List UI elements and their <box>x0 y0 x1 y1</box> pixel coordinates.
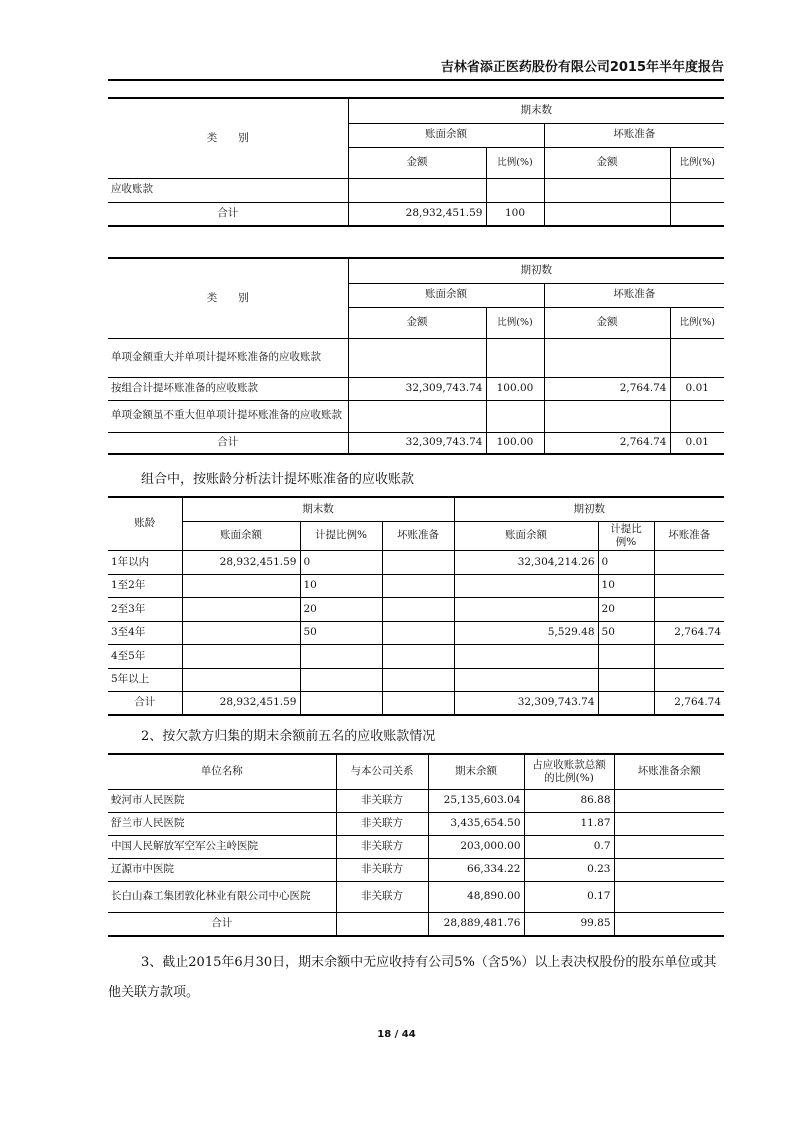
bad-debt-ratio-header: 比例(%) <box>670 307 724 338</box>
bad-debt-balance <box>614 812 724 835</box>
table-row <box>108 789 724 812</box>
col-header: 单位名称 <box>108 754 336 789</box>
table-row <box>108 178 724 202</box>
total-begin-rate <box>598 691 654 715</box>
age-cell: 5年以上 <box>108 668 182 691</box>
row-bad-debt-ratio: 0.01 <box>670 377 724 400</box>
age-cell: 2至3年 <box>108 597 182 621</box>
age-cell: 1年以内 <box>108 550 182 574</box>
total-bad-debt-ratio <box>670 202 724 226</box>
total-bad-debt-balance <box>614 912 724 936</box>
begin-bad-debt <box>654 597 724 621</box>
row-amount <box>348 338 486 377</box>
ratio-header: 比例(%) <box>486 307 544 338</box>
begin-rate: 10 <box>598 574 654 597</box>
begin-rate <box>598 668 654 691</box>
total-amount: 28,932,451.59 <box>348 202 486 226</box>
total-relation <box>336 912 428 936</box>
row-bad-debt <box>544 178 670 202</box>
bad-debt-ratio-header: 比例(%) <box>670 147 724 178</box>
row-name: 单项金额重大并单项计提坏账准备的应收账款 <box>108 338 348 377</box>
relation: 非关联方 <box>336 812 428 835</box>
total-row <box>108 691 724 715</box>
col-header: 坏账准备 <box>382 521 454 550</box>
table-row <box>108 668 724 691</box>
category-header: 类 别 <box>108 98 348 178</box>
debtor-name: 蛟河市人民医院 <box>108 789 336 812</box>
total-bad-debt <box>544 202 670 226</box>
end-bad-debt <box>382 668 454 691</box>
period-end-header: 期末数 <box>182 497 454 521</box>
col-header: 账面余额 <box>182 521 300 550</box>
bad-debt-header: 坏账准备 <box>544 283 724 307</box>
category-header: 类 别 <box>108 258 348 338</box>
row-bad-debt <box>544 338 670 377</box>
total-end-balance: 28,932,451.59 <box>182 691 300 715</box>
col-header: 坏账准备余额 <box>614 754 724 789</box>
debtor-name: 中国人民解放军空军公主岭医院 <box>108 835 336 858</box>
begin-rate: 0 <box>598 550 654 574</box>
end-bad-debt <box>382 574 454 597</box>
debtor-name: 长白山森工集团敦化林业有限公司中心医院 <box>108 881 336 912</box>
ending-balance: 3,435,654.50 <box>428 812 524 835</box>
row-bad-debt-ratio <box>670 178 724 202</box>
bad-debt-header: 坏账准备 <box>544 123 724 147</box>
begin-balance: 32,304,214.26 <box>454 550 598 574</box>
relation: 非关联方 <box>336 881 428 912</box>
total-end-rate <box>300 691 382 715</box>
begin-bad-debt <box>654 574 724 597</box>
bad-debt-balance <box>614 835 724 858</box>
header-rule <box>108 79 724 81</box>
total-bad-debt: 2,764.74 <box>544 432 670 454</box>
page-number: 18 / 44 <box>377 1029 416 1040</box>
bad-debt-amount-header: 金额 <box>544 147 670 178</box>
period-begin-header: 期初数 <box>348 258 724 283</box>
total-label: 合计 <box>108 912 336 936</box>
debtor-name: 舒兰市人民医院 <box>108 812 336 835</box>
end-balance <box>182 621 300 644</box>
total-row <box>108 202 724 226</box>
end-balance <box>182 668 300 691</box>
end-balance <box>182 597 300 621</box>
end-bad-debt <box>382 550 454 574</box>
period-end-header: 期末数 <box>348 98 724 123</box>
top-five-section-title: 2、按欠款方归集的期末余额前五名的应收账款情况 <box>141 729 436 744</box>
percent: 0.23 <box>524 858 614 881</box>
begin-bad-debt: 2,764.74 <box>654 621 724 644</box>
end-balance <box>182 574 300 597</box>
ratio-header: 比例(%) <box>486 147 544 178</box>
begin-bad-debt <box>654 668 724 691</box>
percent: 86.88 <box>524 789 614 812</box>
row-name: 应收账款 <box>108 178 348 202</box>
end-rate: 20 <box>300 597 382 621</box>
total-amount: 32,309,743.74 <box>348 432 486 454</box>
row-bad-debt: 2,764.74 <box>544 377 670 400</box>
table-row <box>108 858 724 881</box>
end-balance: 28,932,451.59 <box>182 550 300 574</box>
total-label: 合计 <box>108 691 182 715</box>
row-bad-debt-ratio <box>670 338 724 377</box>
begin-balance: 5,529.48 <box>454 621 598 644</box>
row-name: 单项金额虽不重大但单项计提坏账准备的应收账款 <box>108 400 348 432</box>
col-header: 计提比例% <box>598 521 654 550</box>
row-bad-debt <box>544 400 670 432</box>
end-bad-debt <box>382 644 454 668</box>
percent: 0.17 <box>524 881 614 912</box>
col-header: 与本公司关系 <box>336 754 428 789</box>
total-percent: 99.85 <box>524 912 614 936</box>
begin-bad-debt <box>654 644 724 668</box>
end-rate <box>300 644 382 668</box>
percent: 0.7 <box>524 835 614 858</box>
end-bad-debt <box>382 597 454 621</box>
report-header-title: 吉林省添正医药股份有限公司2015年半年度报告 <box>440 60 724 75</box>
end-rate: 0 <box>300 550 382 574</box>
relation: 非关联方 <box>336 858 428 881</box>
row-ratio <box>486 400 544 432</box>
table-row <box>108 812 724 835</box>
begin-balance <box>454 644 598 668</box>
receivables-category-table-end <box>108 97 724 227</box>
bad-debt-balance <box>614 881 724 912</box>
aging-analysis-table <box>108 496 724 716</box>
col-header: 期末余额 <box>428 754 524 789</box>
relation: 非关联方 <box>336 789 428 812</box>
amount-header: 金额 <box>348 307 486 338</box>
total-row <box>108 912 724 936</box>
ending-balance: 66,334.22 <box>428 858 524 881</box>
related-party-note: 3、截止2015年6月30日，期末余额中无应收持有公司5%（含5%）以上表决权股份的股东单位或其他关联方款项。 <box>108 955 717 1000</box>
table-row <box>108 597 724 621</box>
row-amount <box>348 178 486 202</box>
receivables-category-table-begin <box>108 257 724 455</box>
age-cell: 4至5年 <box>108 644 182 668</box>
row-amount: 32,309,743.74 <box>348 377 486 400</box>
table-row <box>108 621 724 644</box>
ending-balance: 48,890.00 <box>428 881 524 912</box>
row-ratio <box>486 338 544 377</box>
total-ending-balance: 28,889,481.76 <box>428 912 524 936</box>
book-balance-header: 账面余额 <box>348 123 544 147</box>
begin-balance <box>454 574 598 597</box>
book-balance-header: 账面余额 <box>348 283 544 307</box>
begin-rate: 50 <box>598 621 654 644</box>
age-cell: 3至4年 <box>108 621 182 644</box>
bad-debt-amount-header: 金额 <box>544 307 670 338</box>
table-row <box>108 835 724 858</box>
col-header: 计提比例% <box>300 521 382 550</box>
end-rate: 50 <box>300 621 382 644</box>
col-header: 占应收账款总额的比例(%) <box>524 754 614 789</box>
top-five-debtors-table <box>108 753 724 937</box>
bad-debt-balance <box>614 789 724 812</box>
table-row <box>108 400 724 432</box>
end-rate: 10 <box>300 574 382 597</box>
end-bad-debt <box>382 621 454 644</box>
row-ratio: 100.00 <box>486 377 544 400</box>
begin-bad-debt <box>654 550 724 574</box>
end-balance <box>182 644 300 668</box>
ending-balance: 25,135,603.04 <box>428 789 524 812</box>
row-ratio <box>486 178 544 202</box>
total-ratio: 100 <box>486 202 544 226</box>
age-header: 账龄 <box>108 497 182 550</box>
total-label: 合计 <box>108 432 348 454</box>
total-begin-balance: 32,309,743.74 <box>454 691 598 715</box>
period-begin-header: 期初数 <box>454 497 724 521</box>
begin-balance <box>454 597 598 621</box>
col-header: 坏账准备 <box>654 521 724 550</box>
total-end-bad-debt <box>382 691 454 715</box>
debtor-name: 辽源市中医院 <box>108 858 336 881</box>
table-row <box>108 644 724 668</box>
begin-rate <box>598 644 654 668</box>
begin-rate: 20 <box>598 597 654 621</box>
total-begin-bad-debt: 2,764.74 <box>654 691 724 715</box>
begin-balance <box>454 668 598 691</box>
table-row <box>108 881 724 912</box>
table-row <box>108 338 724 377</box>
percent: 11.87 <box>524 812 614 835</box>
total-bad-debt-ratio: 0.01 <box>670 432 724 454</box>
relation: 非关联方 <box>336 835 428 858</box>
table-row <box>108 377 724 400</box>
total-label: 合计 <box>108 202 348 226</box>
row-name: 按组合计提坏账准备的应收账款 <box>108 377 348 400</box>
age-cell: 1至2年 <box>108 574 182 597</box>
total-ratio: 100.00 <box>486 432 544 454</box>
total-row <box>108 432 724 454</box>
table-row <box>108 550 724 574</box>
amount-header: 金额 <box>348 147 486 178</box>
ending-balance: 203,000.00 <box>428 835 524 858</box>
col-header: 账面余额 <box>454 521 598 550</box>
end-rate <box>300 668 382 691</box>
bad-debt-balance <box>614 858 724 881</box>
row-bad-debt-ratio <box>670 400 724 432</box>
table-row <box>108 574 724 597</box>
row-amount <box>348 400 486 432</box>
aging-section-title: 组合中，按账龄分析法计提坏账准备的应收账款 <box>141 472 415 487</box>
